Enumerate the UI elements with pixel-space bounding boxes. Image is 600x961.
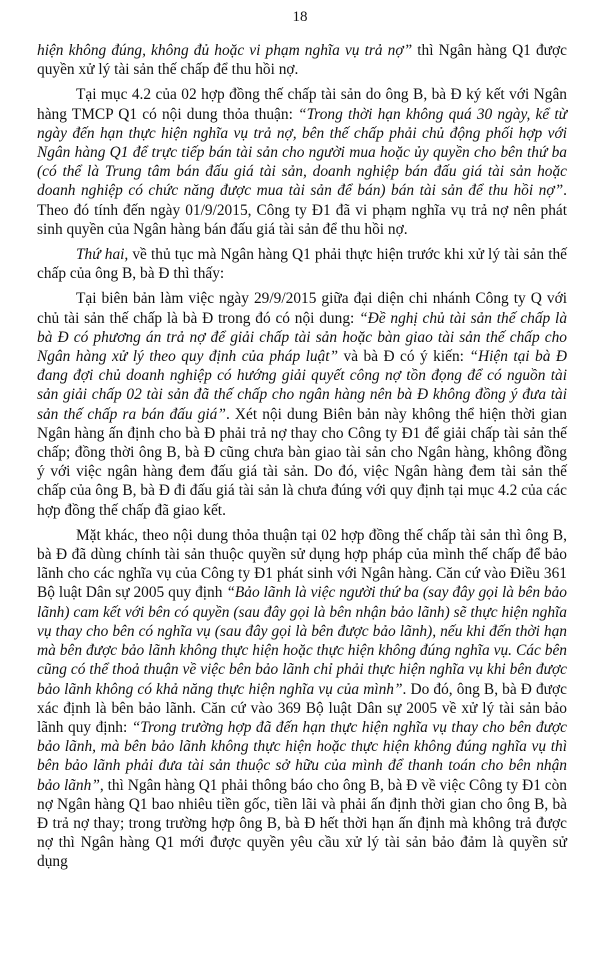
- quoted-text: “Đề nghị chủ tài sản thế chấp là bà Đ có phương án trả nợ để giải chấp tài sản hoặc bàn giao tài sản thế chấp cho Ngân hàng xử lý theo quy định của pháp luật”: [37, 309, 568, 366]
- body-text-run: . Do đó, ông B, bà Đ được xác định là bên bảo lãnh. Căn cứ vào 369 Bộ luật Dân sự 2005 về xử lý tài sản bảo lãnh quy định:: [37, 680, 567, 736]
- page-number: 18: [292, 9, 308, 25]
- body-text-run: Tại mục 4.2 của 02 hợp đồng thế chấp tài sản do ông B, bà Đ ký kết với Ngân hàng TMCP Q1 có nội dung thỏa thuận:: [37, 86, 567, 123]
- body-text-run: Mặt khác, theo nội dung thỏa thuận tại 02 hợp đồng thế chấp tài sản thì ông B, bà Đ đã dùng chính tài sản thuộc quyền sử dụng hợp pháp của mình thế chấp để bảo lãnh cho các nghĩa vụ của Công ty Đ1 phát sinh với Ngân hàng. Căn cứ vào Điều 361 Bộ luật Dân sự 2005 quy định: [37, 526, 567, 602]
- paragraph-5: [37, 526, 567, 872]
- body-text-run: và bà Đ có ý kiến:: [338, 348, 470, 366]
- quoted-text: “Hiện tại bà Đ đang đợi chủ doanh nghiệp có hướng giải quyết công nợ tồn đọng để có nguồn tài sản giải chấp 02 tài sản đã thế chấp cho ngân hàng nên bà Đ không đồng ý đưa tài sản thế chấp ra bán đấu giá”: [37, 348, 567, 423]
- quoted-text: “Trong thời hạn không quá 30 ngày, kể từ ngày đến hạn thực hiện nghĩa vụ trả nợ, bên thế chấp phải chủ động phối hợp với Ngân hàng Q1 để trực tiếp bán tài sản cho người mua hoặc ủy quyền cho bên thứ ba (có thể là Trung tâm bán đấu giá tài sản, doanh nghiệp bán đấu giá tài sản hoặc doanh nghiệp có chức năng được mua tài sản để bán) bán tài sản để thu hồi nợ”: [37, 105, 567, 200]
- quoted-text: Thứ hai,: [76, 246, 129, 264]
- quoted-text: “Trong trường hợp đã đến hạn thực hiện nghĩa vụ thay cho bên được bảo lãnh, mà bên bảo lãnh không thực hiện hoặc thực hiện không đúng nghĩa vụ thì bên bảo lãnh phải đưa tài sản thuộc sở hữu của mình để thanh toán cho bên nhận bảo lãnh”: [37, 718, 568, 794]
- body-text: [37, 41, 567, 878]
- body-text-run: . Xét nội dung Biên bản này không thể hiện thời gian Ngân hàng ấn định cho bà Đ phải trả nợ thay cho Công ty Đ1 để giải chấp tài sản thế chấp; đồng thời ông B, bà Đ cũng chưa bàn giao tài sản cho Ngân hàng, không đồng ý với việc ngân hàng đem đấu giá tài sản. Do đó, việc Ngân hàng đem tài sản thế chấp của ông B, bà Đ đi đấu giá tài sản là chưa đúng với quy định tại mục 4.2 của các hợp đồng thế chấp đã giao kết.: [37, 405, 567, 519]
- quoted-text: hiện không đúng, không đủ hoặc vi phạm nghĩa vụ trả nợ”: [37, 42, 413, 59]
- body-text-run: về thủ tục mà Ngân hàng Q1 phải thực hiện trước khi xử lý tài sản thế chấp của ông B, bà Đ thì thấy:: [37, 246, 568, 283]
- paragraph-2: [37, 85, 567, 239]
- quoted-text: “Bảo lãnh là việc người thứ ba (say đây gọi là bên bảo lãnh) cam kết với bên có quyền (sau đây gọi là bên nhận bảo lãnh) sẽ thực hiện nghĩa vụ thay cho bên có nghĩa vụ (sau đây gọi là bên được bảo lãnh), nếu khi đến thời hạn mà bên được bảo lãnh không thực hiện hoặc thực hiện không đúng nghĩa vụ. Các bên cũng có thể thoả thuận về việc bên bảo lãnh chỉ phải thực hiện nghĩa vụ khi bên được bảo lãnh không có khả năng thực hiện nghĩa vụ của mình”: [37, 584, 567, 698]
- paragraph-1: [37, 41, 567, 79]
- paragraph-3: [37, 245, 567, 283]
- body-text-run: Tại biên bản làm việc ngày 29/9/2015 giữa đại diện chi nhánh Công ty Q với chủ tài sản thế chấp là bà Đ trong đó có nội dung:: [37, 290, 567, 327]
- body-text-run: . Theo đó tính đến ngày 01/9/2015, Công ty Đ1 đã vi phạm nghĩa vụ trả nợ nên phát sinh quyền của Ngân hàng bán đấu giá tài sản để thu hồi nợ.: [37, 182, 567, 238]
- body-text-run: , thì Ngân hàng Q1 phải thông báo cho ông B, bà Đ về việc Công ty Đ1 còn nợ Ngân hàng Q1 bao nhiêu tiền gốc, tiền lãi và phải ấn định thời gian cho ông B, bà Đ trả nợ thay; trong trường hợp ông B, bà Đ hết thời hạn ấn định mà không trả được nợ thì Ngân hàng Q1 mới được quyền yêu cầu xử lý tài sản bảo đảm là quyền sử dụng: [37, 776, 567, 871]
- paragraph-4: [37, 289, 567, 519]
- body-text-run: thì Ngân hàng Q1 được quyền xử lý tài sản thế chấp để thu hồi nợ.: [37, 42, 567, 79]
